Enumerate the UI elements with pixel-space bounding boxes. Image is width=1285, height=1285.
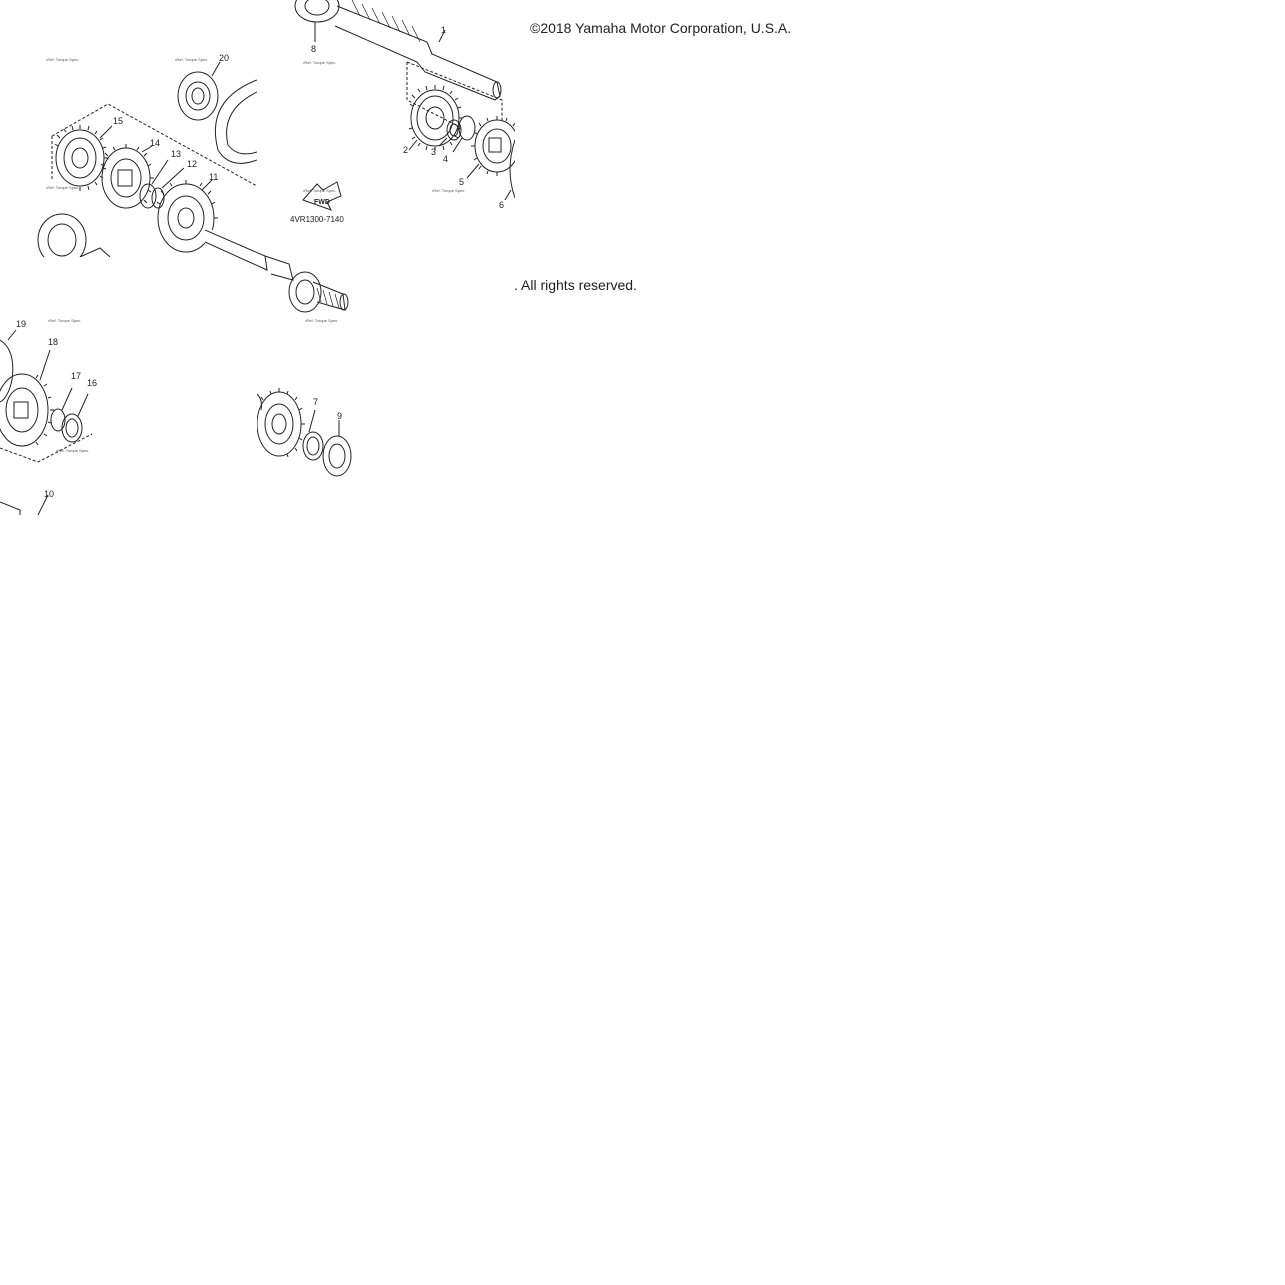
callout-20: 20	[219, 53, 230, 63]
part-code: 4VR1300-7140	[290, 215, 344, 224]
drive-axle-drawing	[0, 0, 257, 257]
note-text: •Ref. Torque Spec.	[432, 188, 466, 193]
callout-2: 2	[403, 145, 409, 155]
callout-6: 6	[499, 200, 505, 210]
callout-13: 13	[171, 149, 182, 159]
copyright-line-1: ©2018 Yamaha Motor Corporation, U.S.A.	[530, 20, 792, 36]
diagram-tile-gear-bearing	[257, 380, 357, 480]
callout-19: 19	[16, 319, 27, 329]
callout-7: 7	[313, 397, 319, 407]
diagram-tile-main-shaft	[257, 0, 515, 257]
note-text: •Ref. Torque Spec.	[48, 318, 82, 323]
callout-18: 18	[48, 337, 59, 347]
fwd-label: FWD	[314, 199, 330, 206]
note-text: •Ref. Torque Spec.	[46, 185, 80, 190]
shaft-end-drawing	[205, 230, 355, 330]
lower-gears-drawing	[0, 310, 110, 515]
note-text: •Ref. Torque Spec.	[303, 60, 337, 65]
note-text: •Ref. Torque Spec.	[175, 57, 209, 62]
diagram-tile-lower-gears	[0, 310, 110, 515]
note-text: •Ref. Torque Spec.	[305, 318, 339, 323]
note-text: •Ref. Torque Spec.	[303, 188, 337, 193]
copyright-line-2: . All rights reserved.	[514, 277, 637, 293]
callout-14: 14	[150, 138, 161, 148]
note-text: •Ref. Torque Spec.	[46, 57, 80, 62]
callout-10: 10	[44, 489, 55, 499]
callout-5: 5	[459, 177, 465, 187]
diagram-tile-drive-axle	[0, 0, 257, 257]
callout-9: 9	[337, 411, 343, 421]
callout-8: 8	[311, 44, 317, 54]
callout-3: 3	[431, 147, 437, 157]
callout-16: 16	[87, 378, 98, 388]
callout-11: 11	[209, 172, 219, 182]
gear-bearing-drawing	[257, 380, 357, 480]
note-text: •Ref. Torque Spec.	[56, 448, 90, 453]
callout-4: 4	[443, 154, 449, 164]
callout-1: 1	[441, 25, 447, 35]
diagram-tile-shaft-end	[205, 230, 355, 330]
main-shaft-drawing	[257, 0, 515, 257]
callout-15: 15	[113, 116, 124, 126]
callout-12: 12	[187, 159, 198, 169]
callout-17: 17	[71, 371, 82, 381]
